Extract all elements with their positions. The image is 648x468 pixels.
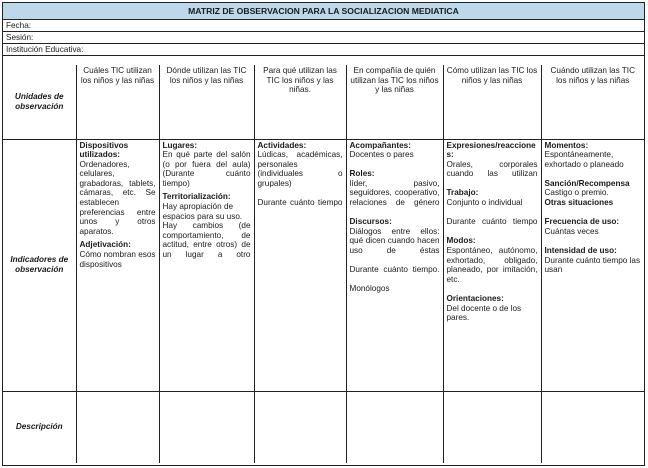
- indicator-heading: Momentos:: [544, 140, 589, 150]
- indicator-heading: Orientaciones:: [446, 294, 504, 303]
- column-header-compania: En compañía de quién utilizan las TIC los niños y las niñas: [346, 65, 443, 139]
- indicators-row: [3, 139, 644, 391]
- indicator-text: Durante cuánto tiempo.: [349, 265, 440, 275]
- description-row: [3, 391, 644, 463]
- indicator-heading: Trabajo:: [446, 188, 479, 198]
- indicator-text: Ordenadores, celulares, grabadoras, tablets, cámaras, etc. Se establecen preferencias entre unos y otros aparatos.: [79, 159, 156, 236]
- indicator-text: Cuántas veces: [544, 226, 599, 236]
- column-header-donde: Dónde utilizan las TIC los niños y las niñas: [159, 65, 254, 139]
- sesion-field: Sesión:: [3, 32, 644, 44]
- indicator-heading: Territorialización:: [162, 192, 231, 202]
- indicator-heading: Frecuencia de uso:: [544, 217, 620, 227]
- units-row: [3, 65, 644, 139]
- description-row-label: Descripción: [3, 391, 76, 463]
- column-header-para-que: Para qué utilizan las TIC los niños y las niñas.: [254, 65, 346, 139]
- observation-matrix: [2, 2, 645, 466]
- units-row-label: Unidades de observación: [3, 65, 76, 139]
- indicator-text: Durante cuánto tiempo: [446, 217, 538, 227]
- indicator-heading: Adjetivación:: [79, 240, 131, 250]
- indicator-text: (Durante cuánto tiempo): [162, 169, 251, 188]
- indicator-text: Espontáneo, autónomo, exhortado, obligado, planeado, por imitación, etc.: [446, 246, 538, 284]
- indicators-cuales-cell: [76, 139, 159, 391]
- fecha-field: Fecha:: [3, 20, 644, 32]
- column-header-cuales: Cuáles TIC utilizan los niños y las niñas: [76, 65, 159, 139]
- description-cell: [346, 391, 443, 463]
- indicator-heading: Actividades:: [257, 140, 307, 150]
- indicator-heading: Modos:: [446, 236, 476, 246]
- description-cell: [541, 391, 644, 463]
- indicator-heading: Lugares:: [162, 140, 198, 150]
- indicator-heading: Sanción/Recompensa: [544, 178, 630, 188]
- description-cell: [443, 391, 541, 463]
- indicator-text: Durante cuánto tiempo las usan: [544, 255, 641, 275]
- description-cell: [159, 391, 254, 463]
- indicator-heading: Intensidad de uso:: [544, 246, 617, 256]
- indicator-text: Lúdicas, académicas, personales (individuales o grupales): [257, 150, 343, 188]
- indicator-text: En qué parte del salón (o por fuera del aula): [162, 150, 251, 169]
- matrix-title: MATRIZ DE OBSERVACION PARA LA SOCIALIZACION MEDIATICA: [3, 3, 644, 20]
- indicator-text: Hay apropiación de espacios para su uso.: [162, 202, 243, 221]
- matrix-table: [3, 65, 644, 463]
- indicator-heading: Expresiones/reacciones:: [446, 140, 536, 160]
- indicators-compania-cell: [346, 139, 443, 391]
- description-cell: [254, 391, 346, 463]
- indicators-donde-cell: [159, 139, 254, 391]
- description-cell: [76, 391, 159, 463]
- indicators-row-label: Indicadores de observación: [3, 139, 76, 391]
- indicator-text: Orales, corporales cuando las utilizan: [446, 159, 538, 179]
- indicator-text: Castigo o premio.: [544, 188, 609, 198]
- indicator-text: Cómo nombran esos dispositivos: [79, 250, 156, 269]
- indicator-text: Conjunto o individual: [446, 198, 523, 208]
- column-header-como: Cómo utilizan las TIC los niños y las niñas: [443, 65, 541, 139]
- indicator-text: Monólogos: [349, 284, 390, 294]
- indicator-text: líder, pasivo, seguidores, cooperativo, relaciones de género: [349, 178, 440, 208]
- column-header-cuando: Cuándo utilizan las TIC los niños y las niñas: [541, 65, 644, 139]
- indicator-heading: Dispositivos utilizados:: [79, 140, 129, 160]
- indicator-text: Durante cuánto tiempo: [257, 198, 343, 208]
- indicator-text: Diálogos entre ellos: qué dicen cuando hacen uso de éstas: [349, 226, 440, 256]
- indicator-text: Docentes o pares: [349, 150, 414, 160]
- institucion-field: Institución Educativa:: [3, 44, 644, 56]
- indicator-heading: Acompañantes:: [349, 140, 411, 150]
- indicator-heading: Roles:: [349, 169, 375, 179]
- indicator-text: Hay cambios (de comportamiento, de actitud, entre otros) de un lugar a otro: [162, 221, 251, 260]
- indicators-cuando-cell: [541, 139, 644, 391]
- indicators-para-que-cell: [254, 139, 346, 391]
- indicators-como-cell: [443, 139, 541, 391]
- indicator-text: Espontáneamente, exhortado o planeado: [544, 150, 624, 169]
- indicator-text: Del docente o de los pares.: [446, 303, 522, 323]
- indicator-heading: Otras situaciones: [544, 198, 614, 208]
- indicator-heading: Discursos:: [349, 217, 392, 227]
